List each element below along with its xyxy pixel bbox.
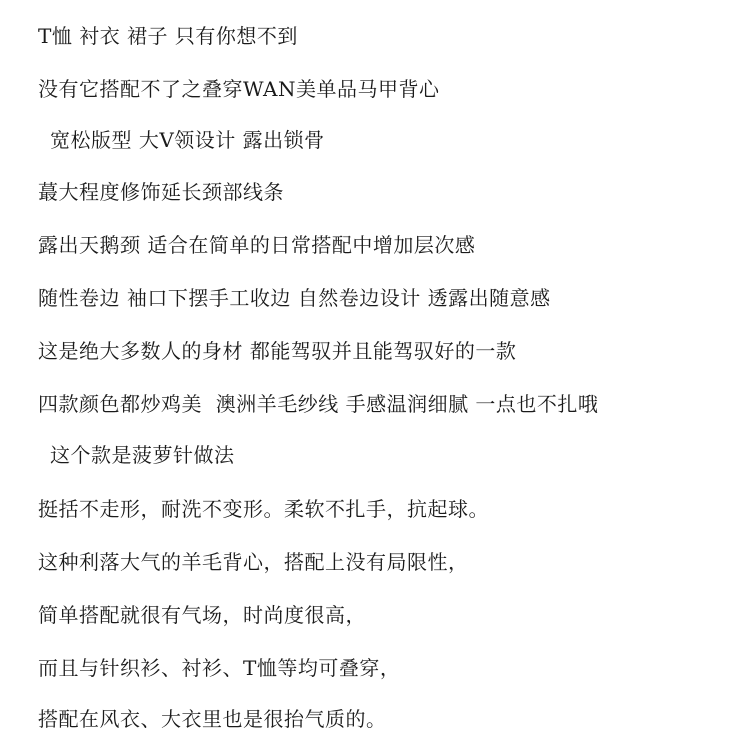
description-line-14: 搭配在风衣、大衣里也是很抬气质的。	[38, 707, 387, 731]
description-line-8: 四款颜色都炒鸡美 澳洲羊毛纱线 手感温润细腻 一点也不扎哦	[38, 392, 599, 416]
description-line-9: 这个款是菠萝针做法	[50, 443, 235, 467]
description-line-3: 宽松版型 大V领设计 露出锁骨	[50, 128, 325, 152]
description-line-1: T恤 衬衣 裙子 只有你想不到	[38, 24, 298, 48]
description-line-4: 蕞大程度修饰延长颈部线条	[38, 180, 284, 204]
description-line-11: 这种利落大气的羊毛背心，搭配上没有局限性，	[38, 550, 469, 574]
description-line-2: 没有它搭配不了之叠穿WAN美单品马甲背心	[38, 77, 440, 101]
description-line-13: 而且与针织衫、衬衫、T恤等均可叠穿，	[38, 656, 401, 680]
description-line-6: 随性卷边 袖口下摆手工收边 自然卷边设计 透露出随意感	[38, 286, 551, 310]
description-line-5: 露出天鹅颈 适合在简单的日常搭配中增加层次感	[38, 233, 476, 257]
description-line-7: 这是绝大多数人的身材 都能驾驭并且能驾驭好的一款	[38, 339, 517, 363]
description-line-10: 挺括不走形，耐洗不变形。柔软不扎手，抗起球。	[38, 497, 489, 521]
description-line-12: 简单搭配就很有气场，时尚度很高，	[38, 603, 366, 627]
